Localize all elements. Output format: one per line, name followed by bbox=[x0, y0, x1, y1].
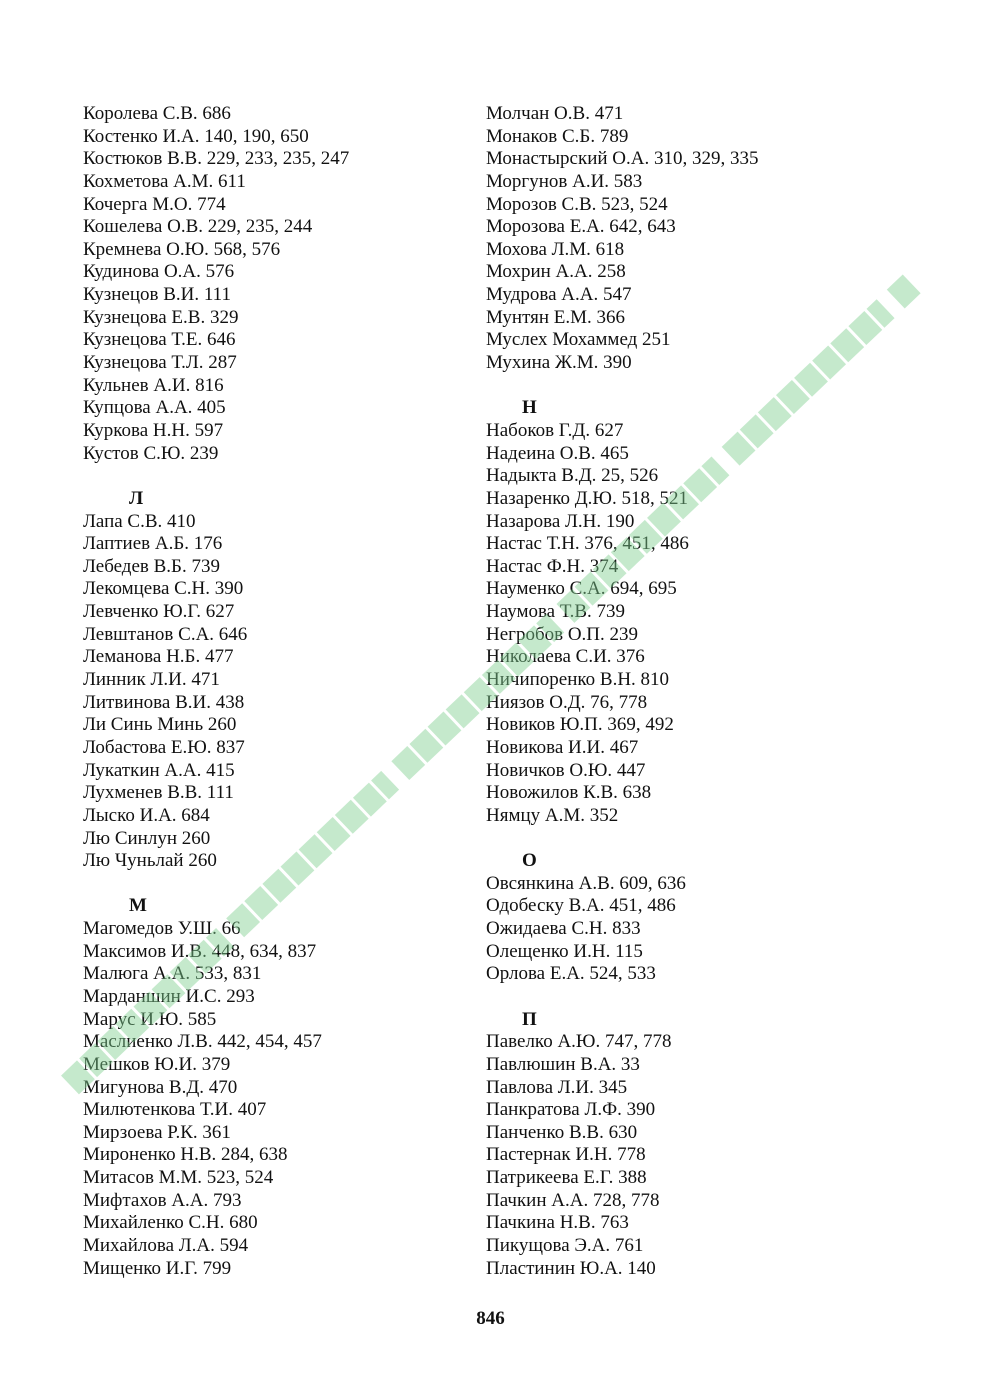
index-entry: Купцова А.А. 405 bbox=[83, 397, 226, 419]
index-entry: Монаков С.Б. 789 bbox=[486, 125, 629, 147]
index-entry: Мигунова В.Д. 470 bbox=[83, 1076, 238, 1098]
index-entry: Мухина Ж.М. 390 bbox=[486, 352, 632, 374]
index-entry: Кульнев А.И. 816 bbox=[83, 374, 224, 396]
index-entry: Мифтахов А.А. 793 bbox=[83, 1189, 242, 1211]
index-entry: Кошелева О.В. 229, 235, 244 bbox=[83, 216, 313, 238]
index-entry: Настас Ф.Н. 374 bbox=[486, 555, 619, 577]
index-entry: Лапа С.В. 410 bbox=[83, 510, 196, 532]
index-entry: Лобастова Е.Ю. 837 bbox=[83, 736, 245, 758]
index-entry: Пастернак И.Н. 778 bbox=[486, 1144, 646, 1166]
index-column-left bbox=[83, 103, 483, 1280]
index-entry: Маслиенко Л.В. 442, 454, 457 bbox=[83, 1031, 322, 1053]
index-entry: Малюга А.А. 533, 831 bbox=[83, 963, 262, 985]
index-entry: Панченко В.В. 630 bbox=[486, 1121, 638, 1143]
index-entry: Марус И.Ю. 585 bbox=[83, 1008, 217, 1030]
index-entry: Кузнецова Т.Е. 646 bbox=[83, 329, 236, 351]
index-entry: Мунтян Е.М. 366 bbox=[486, 306, 626, 328]
index-entry: Ожидаева С.Н. 833 bbox=[486, 918, 641, 940]
index-entry: Лю Чуньлай 260 bbox=[83, 850, 217, 872]
index-entry: Новиков Ю.П. 369, 492 bbox=[486, 714, 674, 736]
index-entry: Милютенкова Т.И. 407 bbox=[83, 1099, 267, 1121]
index-entry: Панкратова Л.Ф. 390 bbox=[486, 1099, 656, 1121]
index-entry: Овсянкина А.В. 609, 636 bbox=[486, 872, 686, 894]
index-entry: Настас Т.Н. 376, 451, 486 bbox=[486, 533, 689, 555]
page-number: 846 bbox=[476, 1308, 505, 1329]
section-letter: Л bbox=[129, 487, 144, 509]
index-entry: Негробов О.П. 239 bbox=[486, 623, 639, 645]
index-entry: Новожилов К.В. 638 bbox=[486, 782, 652, 804]
index-entry: Ли Синь Минь 260 bbox=[83, 714, 237, 736]
index-entry: Назарова Л.Н. 190 bbox=[486, 510, 635, 532]
index-entry: Леманова Н.Б. 477 bbox=[83, 646, 234, 668]
index-entry: Михайленко С.Н. 680 bbox=[83, 1212, 258, 1234]
index-entry: Кустов С.Ю. 239 bbox=[83, 442, 219, 464]
index-entry: Мохова Л.М. 618 bbox=[486, 238, 625, 260]
index-entry: Михайлова Л.А. 594 bbox=[83, 1235, 249, 1257]
index-entry: Павлюшин В.А. 33 bbox=[486, 1053, 640, 1075]
index-entry: Кочерга М.О. 774 bbox=[83, 193, 226, 215]
section-gap bbox=[83, 873, 483, 896]
index-entry: Куркова Н.Н. 597 bbox=[83, 419, 224, 441]
index-entry: Мешков Ю.И. 379 bbox=[83, 1053, 231, 1075]
index-entry: Наумова Т.В. 739 bbox=[486, 601, 625, 623]
index-entry: Николаева С.И. 376 bbox=[486, 646, 645, 668]
index-entry: Магомедов У.Ш. 66 bbox=[83, 918, 241, 940]
index-entry: Мироненко Н.В. 284, 638 bbox=[83, 1144, 288, 1166]
index-entry: Новичков О.Ю. 447 bbox=[486, 759, 646, 781]
index-entry: Набоков Г.Д. 627 bbox=[486, 419, 624, 441]
index-entry: Кохметова А.М. 611 bbox=[83, 170, 246, 192]
index-entry: Патрикеева Е.Г. 388 bbox=[486, 1167, 647, 1189]
watermark-block bbox=[887, 274, 921, 308]
index-entry: Лаптиев А.Б. 176 bbox=[83, 533, 223, 555]
index-entry: Мищенко И.Г. 799 bbox=[83, 1257, 232, 1279]
index-entry: Назаренко Д.Ю. 518, 521 bbox=[486, 487, 688, 509]
index-entry: Одобеску В.А. 451, 486 bbox=[486, 895, 676, 917]
index-entry: Пачкина Н.В. 763 bbox=[486, 1212, 629, 1234]
index-entry: Павлова Л.И. 345 bbox=[486, 1076, 628, 1098]
section-letter: М bbox=[129, 895, 147, 917]
index-entry: Пачкин А.А. 728, 778 bbox=[486, 1189, 660, 1211]
index-entry: Литвинова В.И. 438 bbox=[83, 691, 245, 713]
section-letter: О bbox=[522, 850, 537, 872]
section-letter: П bbox=[522, 1008, 537, 1030]
index-entry: Мудрова А.А. 547 bbox=[486, 284, 632, 306]
index-entry: Муслех Мохаммед 251 bbox=[486, 329, 671, 351]
section-gap bbox=[83, 465, 483, 488]
index-entry: Молчан О.В. 471 bbox=[486, 103, 624, 124]
index-entry: Мирзоева Р.К. 361 bbox=[83, 1121, 231, 1143]
index-entry: Кузнецова Т.Л. 287 bbox=[83, 352, 237, 374]
index-entry: Левченко Ю.Г. 627 bbox=[83, 601, 235, 623]
index-entry: Кремнева О.Ю. 568, 576 bbox=[83, 238, 281, 260]
index-entry: Митасов М.М. 523, 524 bbox=[83, 1167, 274, 1189]
index-entry: Морозов С.В. 523, 524 bbox=[486, 193, 668, 215]
index-entry: Линник Л.И. 471 bbox=[83, 669, 220, 691]
index-entry: Олещенко И.Н. 115 bbox=[486, 940, 643, 962]
index-entry: Кудинова О.А. 576 bbox=[83, 261, 235, 283]
index-entry: Кузнецов В.И. 111 bbox=[83, 284, 231, 306]
index-entry: Лухменев В.В. 111 bbox=[83, 782, 234, 804]
index-entry: Лукаткин А.А. 415 bbox=[83, 759, 235, 781]
index-entry: Монастырский О.А. 310, 329, 335 bbox=[486, 148, 759, 170]
index-entry: Лекомцева С.Н. 390 bbox=[83, 578, 244, 600]
index-entry: Нямцу А.М. 352 bbox=[486, 804, 619, 826]
index-entry: Лыско И.А. 684 bbox=[83, 804, 210, 826]
index-entry: Максимов И.В. 448, 634, 837 bbox=[83, 940, 317, 962]
section-gap bbox=[486, 828, 886, 851]
index-entry: Ничипоренко В.Н. 810 bbox=[486, 669, 670, 691]
index-entry: Костенко И.А. 140, 190, 650 bbox=[83, 125, 309, 147]
index-entry: Пикущова Э.А. 761 bbox=[486, 1235, 644, 1257]
section-letter: Н bbox=[522, 397, 537, 419]
index-entry: Марданшин И.С. 293 bbox=[83, 985, 255, 1007]
index-entry: Моргунов А.И. 583 bbox=[486, 170, 643, 192]
index-column-right bbox=[486, 103, 886, 1280]
index-entry: Левштанов С.А. 646 bbox=[83, 623, 248, 645]
index-entry: Науменко С.А. 694, 695 bbox=[486, 578, 677, 600]
index-entry: Павелко А.Ю. 747, 778 bbox=[486, 1031, 672, 1053]
index-entry: Морозова Е.А. 642, 643 bbox=[486, 216, 676, 238]
index-entry: Надыкта В.Д. 25, 526 bbox=[486, 465, 659, 487]
index-entry: Лю Синлун 260 bbox=[83, 827, 211, 849]
index-entry: Пластинин Ю.А. 140 bbox=[486, 1257, 656, 1279]
section-gap bbox=[486, 986, 886, 1009]
section-gap bbox=[486, 375, 886, 398]
index-entry: Королева С.В. 686 bbox=[83, 103, 231, 124]
index-entry: Надеина О.В. 465 bbox=[486, 442, 629, 464]
index-entry: Кузнецова Е.В. 329 bbox=[83, 306, 239, 328]
index-entry: Лебедев В.Б. 739 bbox=[83, 555, 220, 577]
index-entry: Мохрин А.А. 258 bbox=[486, 261, 626, 283]
index-entry: Орлова Е.А. 524, 533 bbox=[486, 963, 656, 985]
index-entry: Костюков В.В. 229, 233, 235, 247 bbox=[83, 148, 350, 170]
index-entry: Новикова И.И. 467 bbox=[486, 736, 639, 758]
index-entry: Ниязов О.Д. 76, 778 bbox=[486, 691, 648, 713]
